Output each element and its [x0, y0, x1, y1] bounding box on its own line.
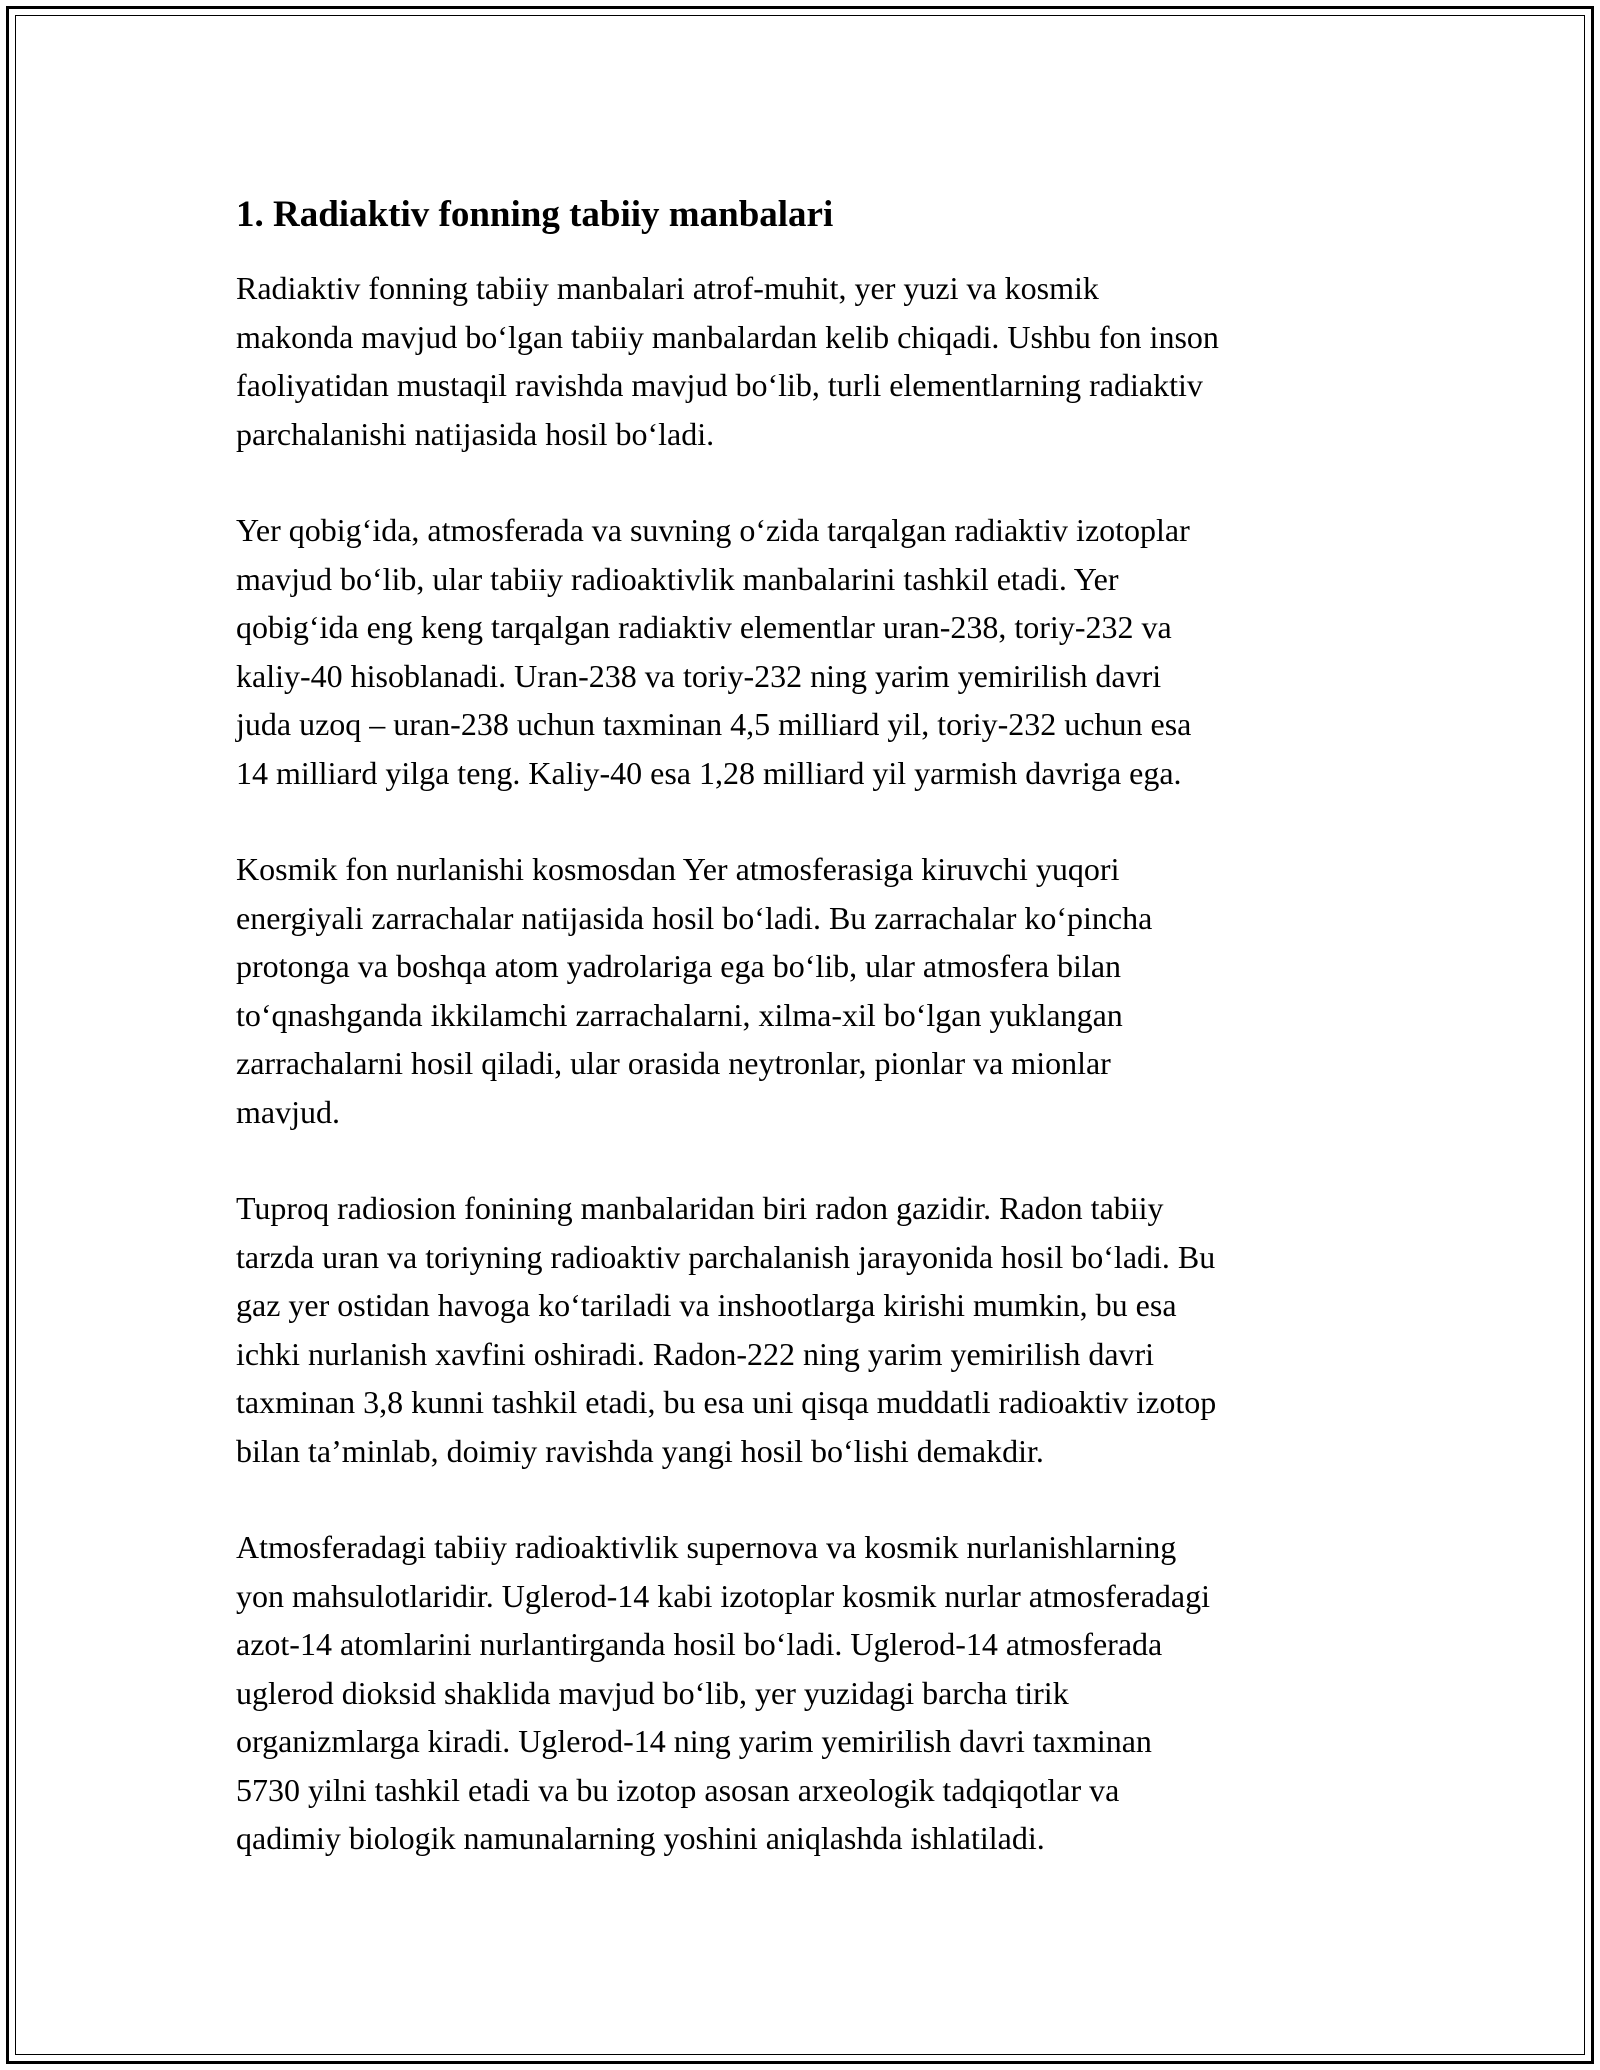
paragraph-natural-sources: Radiaktiv fonning tabiiy manbalari atrof-muhit, yer yuzi va kosmik makonda mavjud bo‘lgan tabiiy manbalardan kelib chiqadi. Ushbu fon inson faoliyatidan mustaqil ravishda mavjud bo‘lib, turli elementlarning radiaktiv parchalanishi natijasida hosil bo‘ladi.: [236, 270, 1219, 452]
section-title: 1. Radiaktiv fonning tabiiy manbalari: [236, 194, 834, 235]
document-body: [236, 188, 1376, 1911]
paragraph-cosmic-radiation: Kosmik fon nurlanishi kosmosdan Yer atmosferasiga kiruvchi yuqori energiyali zarrachalar natijasida hosil bo‘ladi. Bu zarrachalar ko‘pincha protonga va boshqa atom yadrolariga ega bo‘lib, ular atmosfera bilan to‘qnashganda ikkilamchi zarrachalarni, xilma-xil bo‘lgan yuklangan zarrachalarni hosil qiladi, ular orasida neytronlar, pionlar va mionlar mavjud.: [236, 851, 1153, 1130]
paragraph-radon-gas: Tuproq radiosion fonining manbalaridan biri radon gazidir. Radon tabiiy tarzda uran va toriyning radioaktiv parchalanish jarayonida hosil bo‘ladi. Bu gaz yer ostidan havoga ko‘tariladi va inshootlarga kirishi mumkin, bu esa ichki nurlanish xavfini oshiradi. Radon-222 ning yarim yemirilish davri taxminan 3,8 kunni tashkil etadi, bu esa uni qisqa muddatli radioaktiv izotop bilan ta’minlab, doimiy ravishda yangi hosil bo‘lishi demakdir.: [236, 1190, 1217, 1469]
paragraph-earth-crust-isotopes: Yer qobig‘ida, atmosferada va suvning o‘zida tarqalgan radiaktiv izotoplar mavjud bo‘lib, ular tabiiy radioaktivlik manbalarini tashkil etadi. Yer qobig‘ida eng keng tarqalgan radiaktiv elementlar uran-238, toriy-232 va kaliy-40 hisoblanadi. Uran-238 va toriy-232 ning yarim yemirilish davri juda uzoq – uran-238 uchun taxminan 4,5 milliard yil, toriy-232 uchun esa 14 milliard yilga teng. Kaliy-40 esa 1,28 milliard yil yarmish davriga ega.: [236, 512, 1192, 791]
paragraph-atmospheric-radioactivity: Atmosferadagi tabiiy radioaktivlik supernova va kosmik nurlanishlarning yon mahsulotlaridir. Uglerod-14 kabi izotoplar kosmik nurlar atmosferadagi azot-14 atomlarini nurlantirganda hosil bo‘ladi. Uglerod-14 atmosferada uglerod dioksid shaklida mavjud bo‘lib, yer yuzidagi barcha tirik organizmlarga kiradi. Uglerod-14 ning yarim yemirilish davri taxminan 5730 yilni tashkil etadi va bu izotop asosan arxeologik tadqiqotlar va qadimiy biologik namunalarning yoshini aniqlashda ishlatiladi.: [236, 1529, 1210, 1856]
